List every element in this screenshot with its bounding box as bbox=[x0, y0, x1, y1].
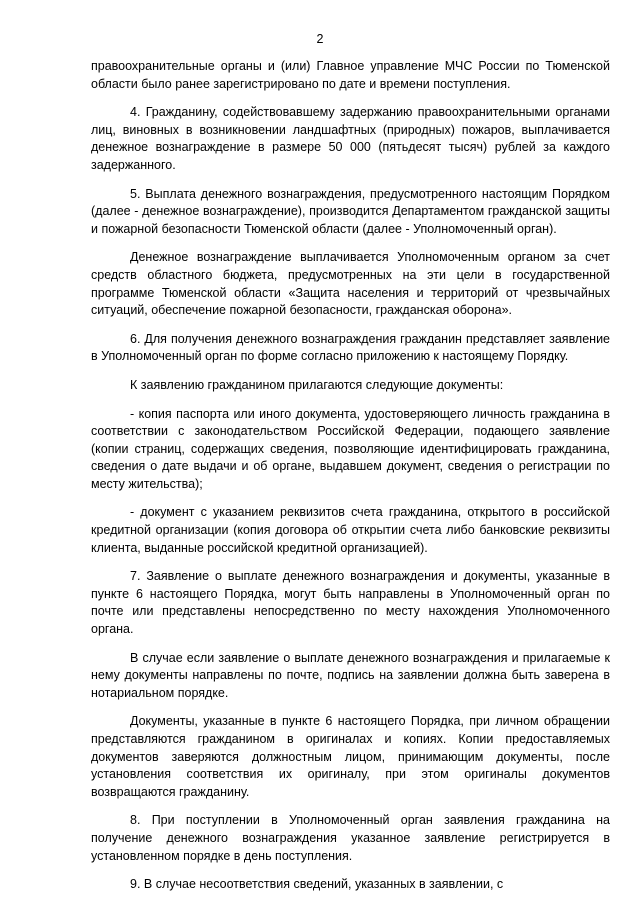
paragraph-item-6: 6. Для получения денежного вознаграждения гражданин представляет заявление в Уполномоченный орган по форме согласно приложению к настоящему Порядку. bbox=[91, 331, 610, 364]
paragraph-personal-submission: Документы, указанные в пункте 6 настоящего Порядка, при личном обращении представляются гражданином в оригиналах и копиях. Копии предоставляемых документов заверяются должностным лицом, принимающим документы, после установления соответствия их оригиналу, при этом оригиналы документов возвращаются гражданину. bbox=[91, 714, 610, 799]
paragraph-item-7: 7. Заявление о выплате денежного вознаграждения и документы, указанные в пункте 6 настоящего Порядка, могут быть направлены в Уполномоченный орган по почте или представлены непосредственно по месту нахождения Уполномоченного органа. bbox=[91, 569, 610, 637]
document-body bbox=[91, 58, 610, 894]
paragraph-item-9: 9. В случае несоответствия сведений, указанных в заявлении, с bbox=[130, 877, 504, 892]
paragraph-item-8: 8. При поступлении в Уполномоченный орган заявления гражданина на получение денежного вознаграждения указанное заявление регистрируется в установленном порядке в день поступления. bbox=[91, 813, 610, 863]
paragraph-budget: Денежное вознаграждение выплачивается Уполномоченным органом за счет средств областного бюджета, предусмотренных на эти цели в государственной программе Тюменской области «Защита населения и территорий от чрезвычайных ситуаций, обеспечение пожарной безопасности, гражданская оборона». bbox=[91, 250, 610, 318]
paragraph-item-4: 4. Гражданину, содействовавшему задержанию правоохранительными органами лиц, виновных в возникновении ландшафтных (природных) пожаров, выплачивается денежное вознаграждение в размере 50 000 (пятьдесят тысяч) рублей за каждого задержанного. bbox=[91, 105, 610, 172]
paragraph-documents-intro: К заявлению гражданином прилагаются следующие документы: bbox=[130, 377, 504, 392]
paragraph-continuation: правоохранительные органы и (или) Главное управление МЧС России по Тюменской области было ранее зарегистрировано по дате и времени поступления. bbox=[91, 59, 610, 91]
page-number: 2 bbox=[316, 32, 324, 46]
list-item-bank-account: - документ с указанием реквизитов счета гражданина, открытого в российской кредитной организации (копия договора об открытии счета либо банковские реквизиты клиента, выданные российской кредитной организацией). bbox=[91, 505, 610, 555]
paragraph-mail-notary: В случае если заявление о выплате денежного вознаграждения и прилагаемые к нему документы направлены по почте, подпись на заявлении должна быть заверена в нотариальном порядке. bbox=[91, 650, 610, 700]
list-item-passport: - копия паспорта или иного документа, удостоверяющего личность гражданина в соответствии с законодательством Российской Федерации, подающего заявление (копии страниц, содержащих сведения, позволяющие идентифицировать гражданина, сведения о дате выдачи и об органе, выдавшем документ, сведения о регистрации по месту жительства); bbox=[91, 406, 610, 491]
paragraph-item-5: 5. Выплата денежного вознаграждения, предусмотренного настоящим Порядком (далее - денежное вознаграждение), производится Департаментом гражданской защиты и пожарной безопасности Тюменской области (далее - Уполномоченный орган). bbox=[91, 186, 610, 236]
